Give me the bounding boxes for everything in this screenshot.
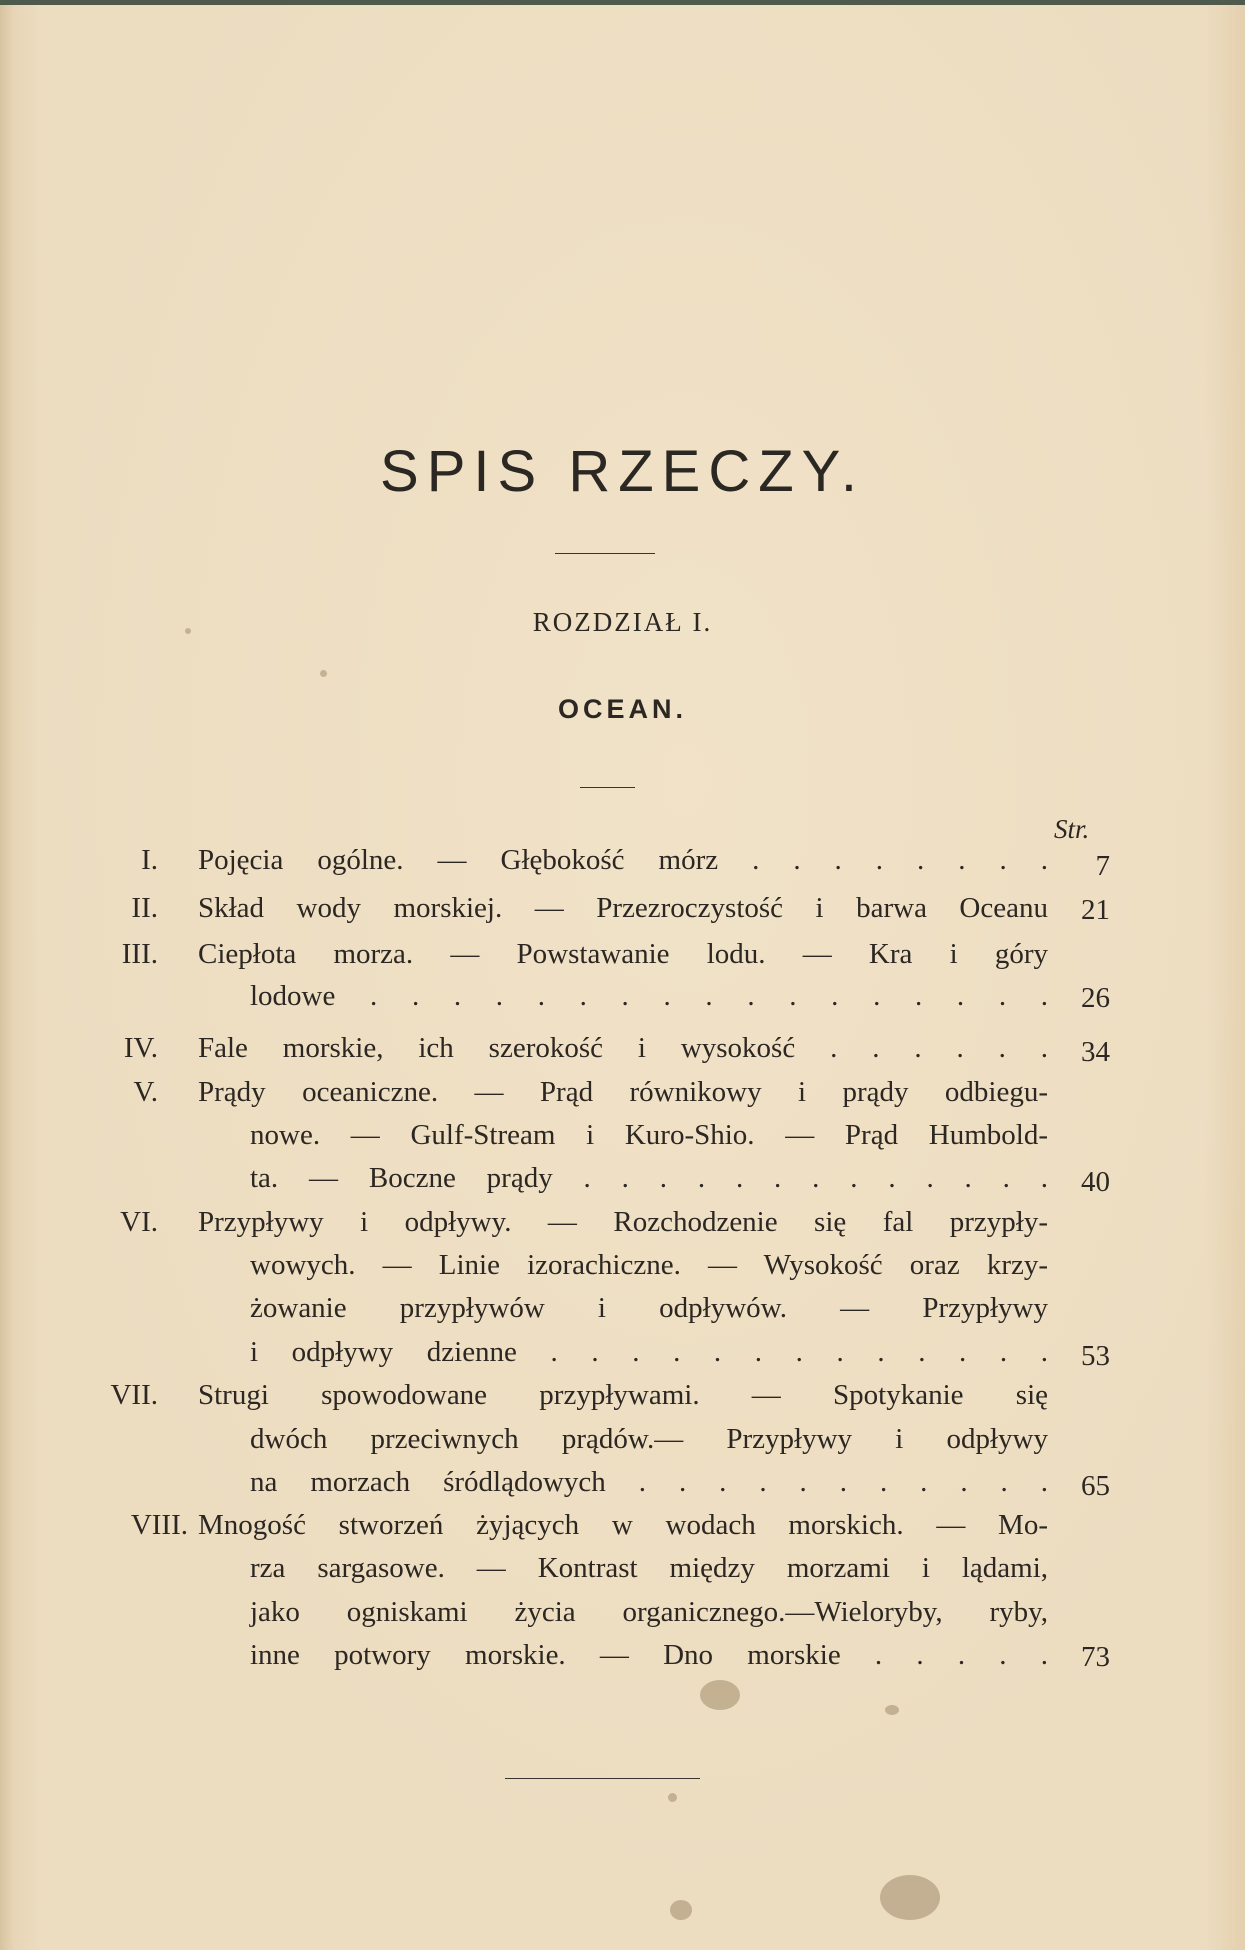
page-top-edge bbox=[0, 0, 1245, 5]
entry-line: Strugi spowodowane przypływami. — Spotykanie się bbox=[198, 1379, 1048, 1411]
entry-number: III. bbox=[121, 938, 158, 970]
divider-rule bbox=[505, 1778, 700, 1779]
entry-line: Przypływy i odpływy. — Rozchodzenie się fal przypły- bbox=[198, 1206, 1048, 1238]
chapter-label: ROZDZIAŁ I. bbox=[532, 607, 713, 637]
entry-number: IV. bbox=[123, 1032, 158, 1064]
entry-number: I. bbox=[141, 844, 158, 876]
divider-rule bbox=[580, 787, 635, 788]
entry-line: na morzach śródlądowych . . . . . . . . . . . bbox=[250, 1466, 1048, 1498]
entry-line: rza sargasowe. — Kontrast między morzami i lądami, bbox=[250, 1552, 1048, 1584]
entry-page: 53 bbox=[1081, 1340, 1110, 1372]
entry-line: jako ogniskami życia organicznego.—Wieloryby, ryby, bbox=[250, 1596, 1048, 1628]
entry-page: 65 bbox=[1081, 1470, 1110, 1502]
entry-number: VIII. bbox=[130, 1509, 188, 1541]
entry-page: 40 bbox=[1081, 1166, 1110, 1198]
entry-page: 21 bbox=[1081, 894, 1110, 926]
entry-number: VI. bbox=[120, 1206, 158, 1238]
entry-line: Ciepłota morza. — Powstawanie lodu. — Kra i góry bbox=[198, 938, 1048, 970]
paper-stain bbox=[670, 1900, 692, 1920]
entry-line: Pojęcia ogólne. — Głębokość mórz . . . . . . . . bbox=[198, 844, 1048, 876]
entry-line: nowe. — Gulf-Stream i Kuro-Shio. — Prąd Humbold- bbox=[250, 1119, 1048, 1151]
paper-stain bbox=[700, 1680, 740, 1710]
entry-line: ta. — Boczne prądy . . . . . . . . . . . . . bbox=[250, 1162, 1048, 1194]
entry-line: Mnogość stworzeń żyjących w wodach morskich. — Mo- bbox=[198, 1509, 1048, 1541]
entry-line: Skład wody morskiej. — Przezroczystość i barwa Oceanu bbox=[198, 892, 1048, 924]
entry-line: Prądy oceaniczne. — Prąd równikowy i prądy odbiegu- bbox=[198, 1076, 1048, 1108]
paper-stain bbox=[885, 1705, 899, 1715]
entry-page: 73 bbox=[1081, 1641, 1110, 1673]
page-title: SPIS RZECZY. bbox=[380, 439, 865, 504]
entry-line: Fale morskie, ich szerokość i wysokość . . . . . . bbox=[198, 1032, 1048, 1064]
entry-page: 26 bbox=[1081, 982, 1110, 1014]
entry-number: II. bbox=[131, 892, 158, 924]
entry-page: 7 bbox=[1095, 850, 1110, 882]
entry-line: lodowe . . . . . . . . . . . . . . . . . bbox=[250, 980, 1048, 1012]
entry-number: V. bbox=[133, 1076, 158, 1108]
entry-number: VII. bbox=[110, 1379, 158, 1411]
entry-line: inne potwory morskie. — Dno morskie . . . . . bbox=[250, 1639, 1048, 1671]
divider-rule bbox=[555, 553, 655, 554]
page-column-label: Str. bbox=[1054, 814, 1090, 844]
section-title: OCEAN. bbox=[557, 694, 687, 724]
paper-stain bbox=[668, 1793, 677, 1802]
entry-line: i odpływy dzienne . . . . . . . . . . . . . bbox=[250, 1336, 1048, 1368]
entry-line: dwóch przeciwnych prądów.— Przypływy i odpływy bbox=[250, 1423, 1048, 1455]
paper-stain bbox=[185, 628, 191, 634]
paper-stain bbox=[320, 670, 327, 677]
entry-line: żowanie przypływów i odpływów. — Przypływy bbox=[250, 1292, 1048, 1324]
entry-page: 34 bbox=[1081, 1036, 1110, 1068]
entry-line: wowych. — Linie izorachiczne. — Wysokość oraz krzy- bbox=[250, 1249, 1048, 1281]
paper-stain bbox=[880, 1875, 940, 1920]
